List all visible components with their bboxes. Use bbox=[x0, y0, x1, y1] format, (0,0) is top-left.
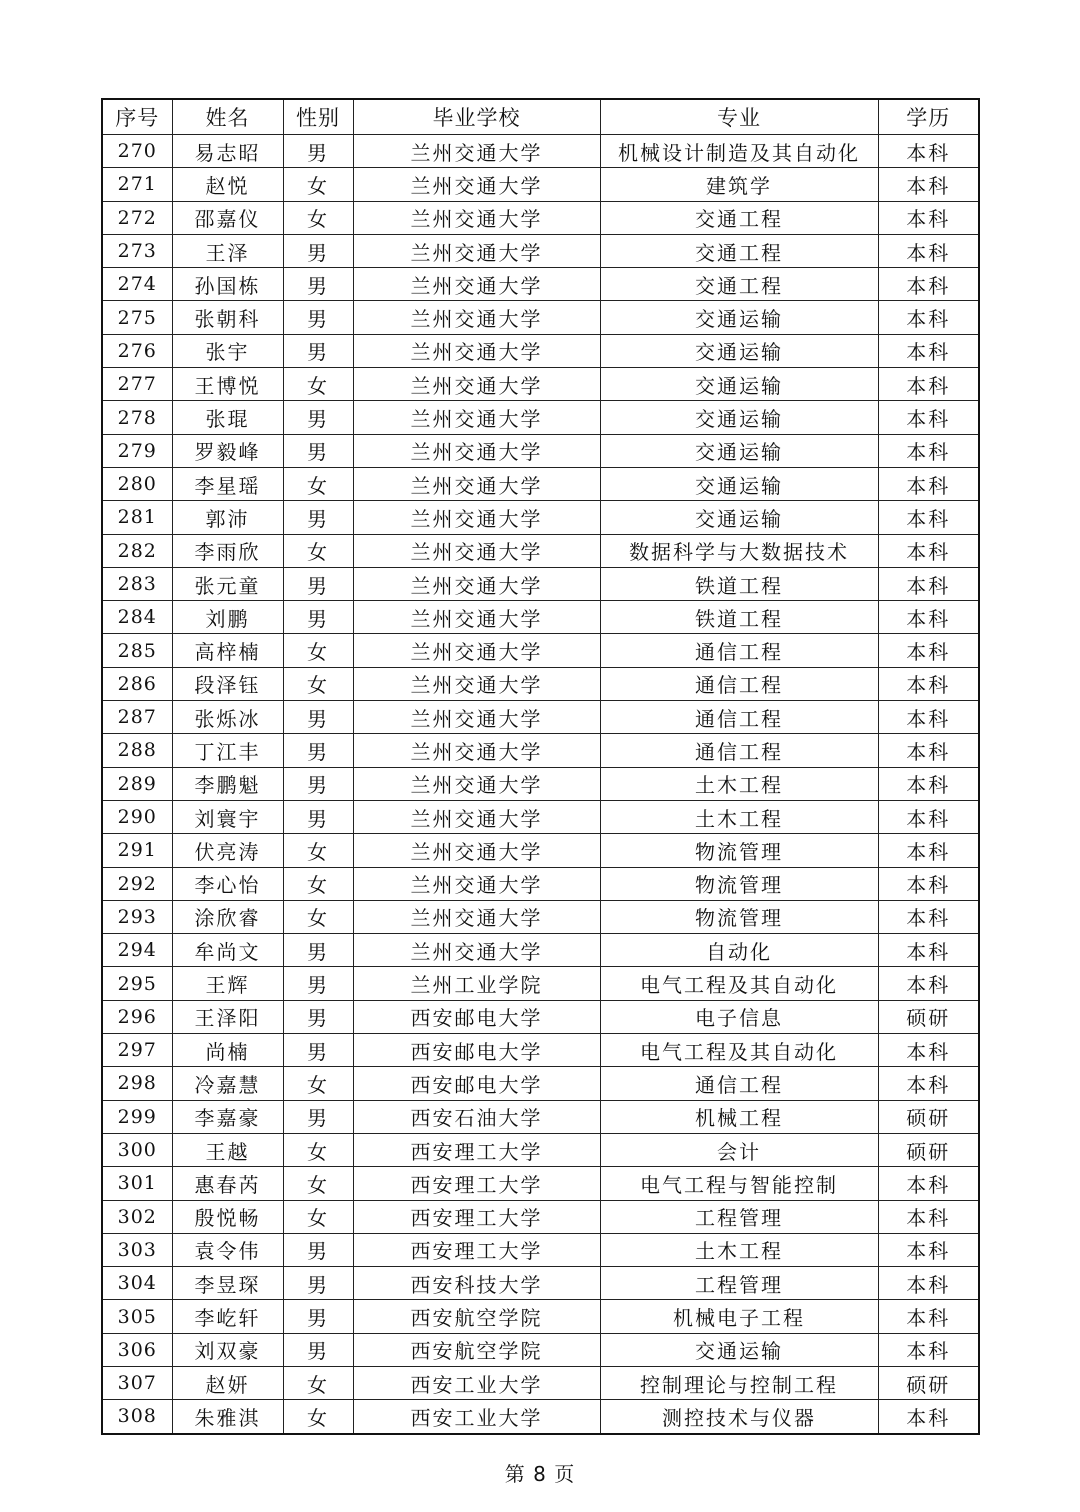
table-row bbox=[102, 501, 979, 534]
table-row bbox=[102, 1400, 979, 1434]
cell-gender: 男 bbox=[283, 1233, 353, 1266]
cell-gender: 女 bbox=[283, 1133, 353, 1166]
cell-gender: 男 bbox=[283, 1333, 353, 1366]
table-row bbox=[102, 1067, 979, 1100]
cell-no: 303 bbox=[102, 1233, 172, 1266]
cell-gender: 男 bbox=[283, 567, 353, 600]
cell-no: 271 bbox=[102, 168, 172, 201]
roster-table bbox=[101, 98, 980, 1435]
cell-name: 赵妍 bbox=[172, 1366, 283, 1399]
cell-gender: 男 bbox=[283, 401, 353, 434]
cell-no: 290 bbox=[102, 800, 172, 833]
cell-major: 交通运输 bbox=[600, 501, 878, 534]
cell-degree: 本科 bbox=[878, 867, 979, 900]
table-row bbox=[102, 334, 979, 367]
cell-gender: 男 bbox=[283, 1300, 353, 1333]
cell-no: 276 bbox=[102, 334, 172, 367]
cell-degree: 本科 bbox=[878, 1034, 979, 1067]
cell-degree: 本科 bbox=[878, 767, 979, 800]
cell-no: 288 bbox=[102, 734, 172, 767]
cell-school: 西安航空学院 bbox=[353, 1300, 600, 1333]
cell-school: 西安邮电大学 bbox=[353, 1000, 600, 1033]
cell-degree: 硕研 bbox=[878, 1133, 979, 1166]
table-row bbox=[102, 900, 979, 933]
cell-school: 兰州交通大学 bbox=[353, 368, 600, 401]
table-row bbox=[102, 534, 979, 567]
cell-degree: 本科 bbox=[878, 734, 979, 767]
cell-gender: 男 bbox=[283, 301, 353, 334]
cell-degree: 本科 bbox=[878, 967, 979, 1000]
table-row bbox=[102, 667, 979, 700]
cell-no: 292 bbox=[102, 867, 172, 900]
cell-school: 兰州交通大学 bbox=[353, 135, 600, 168]
cell-name: 张朝科 bbox=[172, 301, 283, 334]
cell-name: 惠春芮 bbox=[172, 1167, 283, 1200]
table-row bbox=[102, 1300, 979, 1333]
page-number: 第 8 页 bbox=[504, 1462, 576, 1486]
cell-gender: 男 bbox=[283, 701, 353, 734]
cell-name: 张宇 bbox=[172, 334, 283, 367]
cell-name: 王泽阳 bbox=[172, 1000, 283, 1033]
cell-major: 电子信息 bbox=[600, 1000, 878, 1033]
cell-school: 兰州交通大学 bbox=[353, 800, 600, 833]
cell-major: 数据科学与大数据技术 bbox=[600, 534, 878, 567]
cell-name: 王博悦 bbox=[172, 368, 283, 401]
table-row bbox=[102, 567, 979, 600]
table-row bbox=[102, 1333, 979, 1366]
cell-school: 兰州交通大学 bbox=[353, 268, 600, 301]
cell-gender: 女 bbox=[283, 168, 353, 201]
table-row bbox=[102, 934, 979, 967]
cell-gender: 女 bbox=[283, 368, 353, 401]
cell-no: 294 bbox=[102, 934, 172, 967]
cell-degree: 本科 bbox=[878, 834, 979, 867]
cell-major: 电气工程与智能控制 bbox=[600, 1167, 878, 1200]
table-row bbox=[102, 401, 979, 434]
header-major: 专业 bbox=[600, 99, 878, 135]
cell-major: 交通工程 bbox=[600, 234, 878, 267]
table-row bbox=[102, 301, 979, 334]
cell-name: 刘寰宇 bbox=[172, 800, 283, 833]
cell-no: 297 bbox=[102, 1034, 172, 1067]
cell-no: 285 bbox=[102, 634, 172, 667]
cell-gender: 女 bbox=[283, 1366, 353, 1399]
cell-no: 283 bbox=[102, 567, 172, 600]
cell-degree: 本科 bbox=[878, 368, 979, 401]
cell-name: 朱雅淇 bbox=[172, 1400, 283, 1434]
cell-degree: 本科 bbox=[878, 467, 979, 500]
cell-name: 王泽 bbox=[172, 234, 283, 267]
cell-no: 284 bbox=[102, 601, 172, 634]
table-row bbox=[102, 601, 979, 634]
table-row bbox=[102, 434, 979, 467]
cell-name: 刘双豪 bbox=[172, 1333, 283, 1366]
table-header-row bbox=[102, 99, 979, 135]
cell-major: 控制理论与控制工程 bbox=[600, 1366, 878, 1399]
cell-gender: 男 bbox=[283, 334, 353, 367]
cell-no: 275 bbox=[102, 301, 172, 334]
cell-degree: 本科 bbox=[878, 135, 979, 168]
header-school: 毕业学校 bbox=[353, 99, 600, 135]
cell-major: 交通工程 bbox=[600, 201, 878, 234]
cell-gender: 女 bbox=[283, 1200, 353, 1233]
cell-name: 王辉 bbox=[172, 967, 283, 1000]
cell-no: 296 bbox=[102, 1000, 172, 1033]
cell-degree: 本科 bbox=[878, 168, 979, 201]
cell-no: 289 bbox=[102, 767, 172, 800]
cell-gender: 男 bbox=[283, 1267, 353, 1300]
cell-degree: 本科 bbox=[878, 268, 979, 301]
cell-school: 兰州交通大学 bbox=[353, 834, 600, 867]
cell-no: 274 bbox=[102, 268, 172, 301]
cell-school: 西安工业大学 bbox=[353, 1366, 600, 1399]
cell-major: 通信工程 bbox=[600, 634, 878, 667]
cell-gender: 男 bbox=[283, 268, 353, 301]
table-row bbox=[102, 834, 979, 867]
cell-school: 西安邮电大学 bbox=[353, 1034, 600, 1067]
cell-no: 281 bbox=[102, 501, 172, 534]
cell-name: 李鹏魁 bbox=[172, 767, 283, 800]
table-row bbox=[102, 268, 979, 301]
cell-no: 307 bbox=[102, 1366, 172, 1399]
cell-school: 兰州交通大学 bbox=[353, 934, 600, 967]
cell-no: 286 bbox=[102, 667, 172, 700]
cell-major: 铁道工程 bbox=[600, 601, 878, 634]
table-row bbox=[102, 1167, 979, 1200]
table-row bbox=[102, 867, 979, 900]
cell-gender: 男 bbox=[283, 800, 353, 833]
cell-degree: 硕研 bbox=[878, 1000, 979, 1033]
header-no: 序号 bbox=[102, 99, 172, 135]
table-row bbox=[102, 201, 979, 234]
cell-major: 机械电子工程 bbox=[600, 1300, 878, 1333]
cell-school: 西安理工大学 bbox=[353, 1167, 600, 1200]
table-row bbox=[102, 1366, 979, 1399]
cell-degree: 硕研 bbox=[878, 1366, 979, 1399]
cell-school: 西安科技大学 bbox=[353, 1267, 600, 1300]
table-row bbox=[102, 368, 979, 401]
cell-school: 西安航空学院 bbox=[353, 1333, 600, 1366]
table-row bbox=[102, 1133, 979, 1166]
cell-no: 301 bbox=[102, 1167, 172, 1200]
cell-name: 殷悦畅 bbox=[172, 1200, 283, 1233]
header-name: 姓名 bbox=[172, 99, 283, 135]
table-row bbox=[102, 135, 979, 168]
table-row bbox=[102, 1200, 979, 1233]
cell-no: 308 bbox=[102, 1400, 172, 1434]
cell-name: 李昱琛 bbox=[172, 1267, 283, 1300]
cell-gender: 女 bbox=[283, 1067, 353, 1100]
cell-gender: 女 bbox=[283, 534, 353, 567]
cell-major: 会计 bbox=[600, 1133, 878, 1166]
cell-major: 物流管理 bbox=[600, 900, 878, 933]
cell-no: 304 bbox=[102, 1267, 172, 1300]
cell-gender: 女 bbox=[283, 1167, 353, 1200]
cell-gender: 女 bbox=[283, 201, 353, 234]
cell-no: 270 bbox=[102, 135, 172, 168]
table-row bbox=[102, 1267, 979, 1300]
cell-gender: 男 bbox=[283, 934, 353, 967]
cell-no: 272 bbox=[102, 201, 172, 234]
table-row bbox=[102, 767, 979, 800]
cell-no: 291 bbox=[102, 834, 172, 867]
cell-gender: 男 bbox=[283, 601, 353, 634]
cell-no: 299 bbox=[102, 1100, 172, 1133]
cell-school: 兰州工业学院 bbox=[353, 967, 600, 1000]
table-row bbox=[102, 234, 979, 267]
cell-school: 西安理工大学 bbox=[353, 1200, 600, 1233]
cell-name: 李嘉豪 bbox=[172, 1100, 283, 1133]
cell-degree: 本科 bbox=[878, 1233, 979, 1266]
cell-degree: 本科 bbox=[878, 1067, 979, 1100]
cell-school: 兰州交通大学 bbox=[353, 601, 600, 634]
cell-name: 王越 bbox=[172, 1133, 283, 1166]
cell-major: 电气工程及其自动化 bbox=[600, 967, 878, 1000]
cell-gender: 女 bbox=[283, 667, 353, 700]
header-degree: 学历 bbox=[878, 99, 979, 135]
cell-no: 282 bbox=[102, 534, 172, 567]
cell-no: 305 bbox=[102, 1300, 172, 1333]
cell-major: 交通运输 bbox=[600, 434, 878, 467]
cell-major: 铁道工程 bbox=[600, 567, 878, 600]
cell-school: 西安理工大学 bbox=[353, 1233, 600, 1266]
cell-name: 张元童 bbox=[172, 567, 283, 600]
cell-gender: 男 bbox=[283, 234, 353, 267]
cell-school: 兰州交通大学 bbox=[353, 634, 600, 667]
cell-degree: 本科 bbox=[878, 501, 979, 534]
cell-degree: 本科 bbox=[878, 667, 979, 700]
cell-major: 电气工程及其自动化 bbox=[600, 1034, 878, 1067]
cell-name: 孙国栋 bbox=[172, 268, 283, 301]
cell-gender: 女 bbox=[283, 634, 353, 667]
cell-gender: 男 bbox=[283, 1000, 353, 1033]
table-row bbox=[102, 734, 979, 767]
cell-school: 兰州交通大学 bbox=[353, 334, 600, 367]
cell-school: 西安石油大学 bbox=[353, 1100, 600, 1133]
cell-major: 自动化 bbox=[600, 934, 878, 967]
cell-school: 兰州交通大学 bbox=[353, 701, 600, 734]
cell-school: 兰州交通大学 bbox=[353, 168, 600, 201]
cell-name: 高梓楠 bbox=[172, 634, 283, 667]
cell-degree: 本科 bbox=[878, 634, 979, 667]
cell-name: 伏亮涛 bbox=[172, 834, 283, 867]
table-row bbox=[102, 1100, 979, 1133]
cell-school: 西安理工大学 bbox=[353, 1133, 600, 1166]
cell-no: 293 bbox=[102, 900, 172, 933]
cell-no: 300 bbox=[102, 1133, 172, 1166]
cell-degree: 硕研 bbox=[878, 1100, 979, 1133]
cell-no: 298 bbox=[102, 1067, 172, 1100]
cell-major: 物流管理 bbox=[600, 834, 878, 867]
cell-major: 交通运输 bbox=[600, 334, 878, 367]
cell-gender: 女 bbox=[283, 834, 353, 867]
cell-gender: 女 bbox=[283, 867, 353, 900]
cell-name: 尚楠 bbox=[172, 1034, 283, 1067]
cell-major: 交通工程 bbox=[600, 268, 878, 301]
cell-no: 302 bbox=[102, 1200, 172, 1233]
cell-degree: 本科 bbox=[878, 900, 979, 933]
cell-name: 张烁冰 bbox=[172, 701, 283, 734]
cell-no: 306 bbox=[102, 1333, 172, 1366]
cell-degree: 本科 bbox=[878, 601, 979, 634]
cell-gender: 男 bbox=[283, 767, 353, 800]
cell-major: 交通运输 bbox=[600, 1333, 878, 1366]
cell-major: 土木工程 bbox=[600, 767, 878, 800]
cell-school: 兰州交通大学 bbox=[353, 734, 600, 767]
cell-degree: 本科 bbox=[878, 401, 979, 434]
cell-gender: 女 bbox=[283, 1400, 353, 1434]
table-row bbox=[102, 701, 979, 734]
cell-name: 李星瑶 bbox=[172, 467, 283, 500]
cell-name: 李屹轩 bbox=[172, 1300, 283, 1333]
table-row bbox=[102, 800, 979, 833]
cell-school: 兰州交通大学 bbox=[353, 567, 600, 600]
table-body bbox=[102, 135, 979, 1434]
cell-school: 兰州交通大学 bbox=[353, 434, 600, 467]
cell-major: 交通运输 bbox=[600, 301, 878, 334]
cell-name: 罗毅峰 bbox=[172, 434, 283, 467]
cell-name: 张琨 bbox=[172, 401, 283, 434]
cell-major: 土木工程 bbox=[600, 800, 878, 833]
cell-major: 通信工程 bbox=[600, 667, 878, 700]
cell-degree: 本科 bbox=[878, 1200, 979, 1233]
cell-major: 通信工程 bbox=[600, 701, 878, 734]
cell-name: 赵悦 bbox=[172, 168, 283, 201]
cell-school: 兰州交通大学 bbox=[353, 667, 600, 700]
cell-school: 兰州交通大学 bbox=[353, 401, 600, 434]
cell-school: 兰州交通大学 bbox=[353, 234, 600, 267]
cell-major: 土木工程 bbox=[600, 1233, 878, 1266]
cell-degree: 本科 bbox=[878, 1300, 979, 1333]
cell-name: 袁令伟 bbox=[172, 1233, 283, 1266]
cell-name: 冷嘉慧 bbox=[172, 1067, 283, 1100]
cell-name: 李心怡 bbox=[172, 867, 283, 900]
cell-no: 273 bbox=[102, 234, 172, 267]
cell-school: 兰州交通大学 bbox=[353, 301, 600, 334]
cell-school: 兰州交通大学 bbox=[353, 467, 600, 500]
cell-school: 兰州交通大学 bbox=[353, 867, 600, 900]
cell-major: 工程管理 bbox=[600, 1267, 878, 1300]
cell-gender: 女 bbox=[283, 900, 353, 933]
table-row bbox=[102, 168, 979, 201]
cell-gender: 男 bbox=[283, 501, 353, 534]
cell-degree: 本科 bbox=[878, 334, 979, 367]
cell-gender: 男 bbox=[283, 135, 353, 168]
cell-name: 段泽钰 bbox=[172, 667, 283, 700]
cell-major: 机械工程 bbox=[600, 1100, 878, 1133]
cell-school: 兰州交通大学 bbox=[353, 534, 600, 567]
cell-name: 涂欣睿 bbox=[172, 900, 283, 933]
cell-major: 交通运输 bbox=[600, 368, 878, 401]
cell-degree: 本科 bbox=[878, 234, 979, 267]
cell-no: 295 bbox=[102, 967, 172, 1000]
cell-name: 刘鹏 bbox=[172, 601, 283, 634]
cell-major: 机械设计制造及其自动化 bbox=[600, 135, 878, 168]
cell-name: 丁江丰 bbox=[172, 734, 283, 767]
table-row bbox=[102, 467, 979, 500]
cell-gender: 男 bbox=[283, 734, 353, 767]
table-row bbox=[102, 1000, 979, 1033]
cell-degree: 本科 bbox=[878, 301, 979, 334]
cell-degree: 本科 bbox=[878, 934, 979, 967]
cell-school: 兰州交通大学 bbox=[353, 900, 600, 933]
cell-school: 西安邮电大学 bbox=[353, 1067, 600, 1100]
cell-major: 通信工程 bbox=[600, 1067, 878, 1100]
cell-degree: 本科 bbox=[878, 534, 979, 567]
cell-major: 测控技术与仪器 bbox=[600, 1400, 878, 1434]
cell-school: 西安工业大学 bbox=[353, 1400, 600, 1434]
cell-degree: 本科 bbox=[878, 201, 979, 234]
table-row bbox=[102, 1233, 979, 1266]
cell-gender: 男 bbox=[283, 1100, 353, 1133]
cell-school: 兰州交通大学 bbox=[353, 767, 600, 800]
cell-degree: 本科 bbox=[878, 701, 979, 734]
table-row bbox=[102, 967, 979, 1000]
cell-school: 兰州交通大学 bbox=[353, 501, 600, 534]
cell-name: 邵嘉仪 bbox=[172, 201, 283, 234]
table-row bbox=[102, 1034, 979, 1067]
cell-major: 交通运输 bbox=[600, 467, 878, 500]
cell-gender: 男 bbox=[283, 434, 353, 467]
cell-gender: 男 bbox=[283, 1034, 353, 1067]
cell-major: 建筑学 bbox=[600, 168, 878, 201]
cell-major: 通信工程 bbox=[600, 734, 878, 767]
cell-name: 郭沛 bbox=[172, 501, 283, 534]
cell-no: 278 bbox=[102, 401, 172, 434]
cell-degree: 本科 bbox=[878, 1333, 979, 1366]
cell-degree: 本科 bbox=[878, 567, 979, 600]
cell-degree: 本科 bbox=[878, 1267, 979, 1300]
cell-gender: 女 bbox=[283, 467, 353, 500]
cell-major: 工程管理 bbox=[600, 1200, 878, 1233]
cell-degree: 本科 bbox=[878, 1400, 979, 1434]
header-gender: 性别 bbox=[283, 99, 353, 135]
cell-name: 易志昭 bbox=[172, 135, 283, 168]
table-row bbox=[102, 634, 979, 667]
cell-name: 李雨欣 bbox=[172, 534, 283, 567]
cell-major: 物流管理 bbox=[600, 867, 878, 900]
cell-gender: 男 bbox=[283, 967, 353, 1000]
cell-no: 279 bbox=[102, 434, 172, 467]
cell-major: 交通运输 bbox=[600, 401, 878, 434]
cell-degree: 本科 bbox=[878, 434, 979, 467]
cell-no: 280 bbox=[102, 467, 172, 500]
cell-degree: 本科 bbox=[878, 1167, 979, 1200]
cell-no: 277 bbox=[102, 368, 172, 401]
cell-name: 牟尚文 bbox=[172, 934, 283, 967]
cell-no: 287 bbox=[102, 701, 172, 734]
cell-degree: 本科 bbox=[878, 800, 979, 833]
cell-school: 兰州交通大学 bbox=[353, 201, 600, 234]
